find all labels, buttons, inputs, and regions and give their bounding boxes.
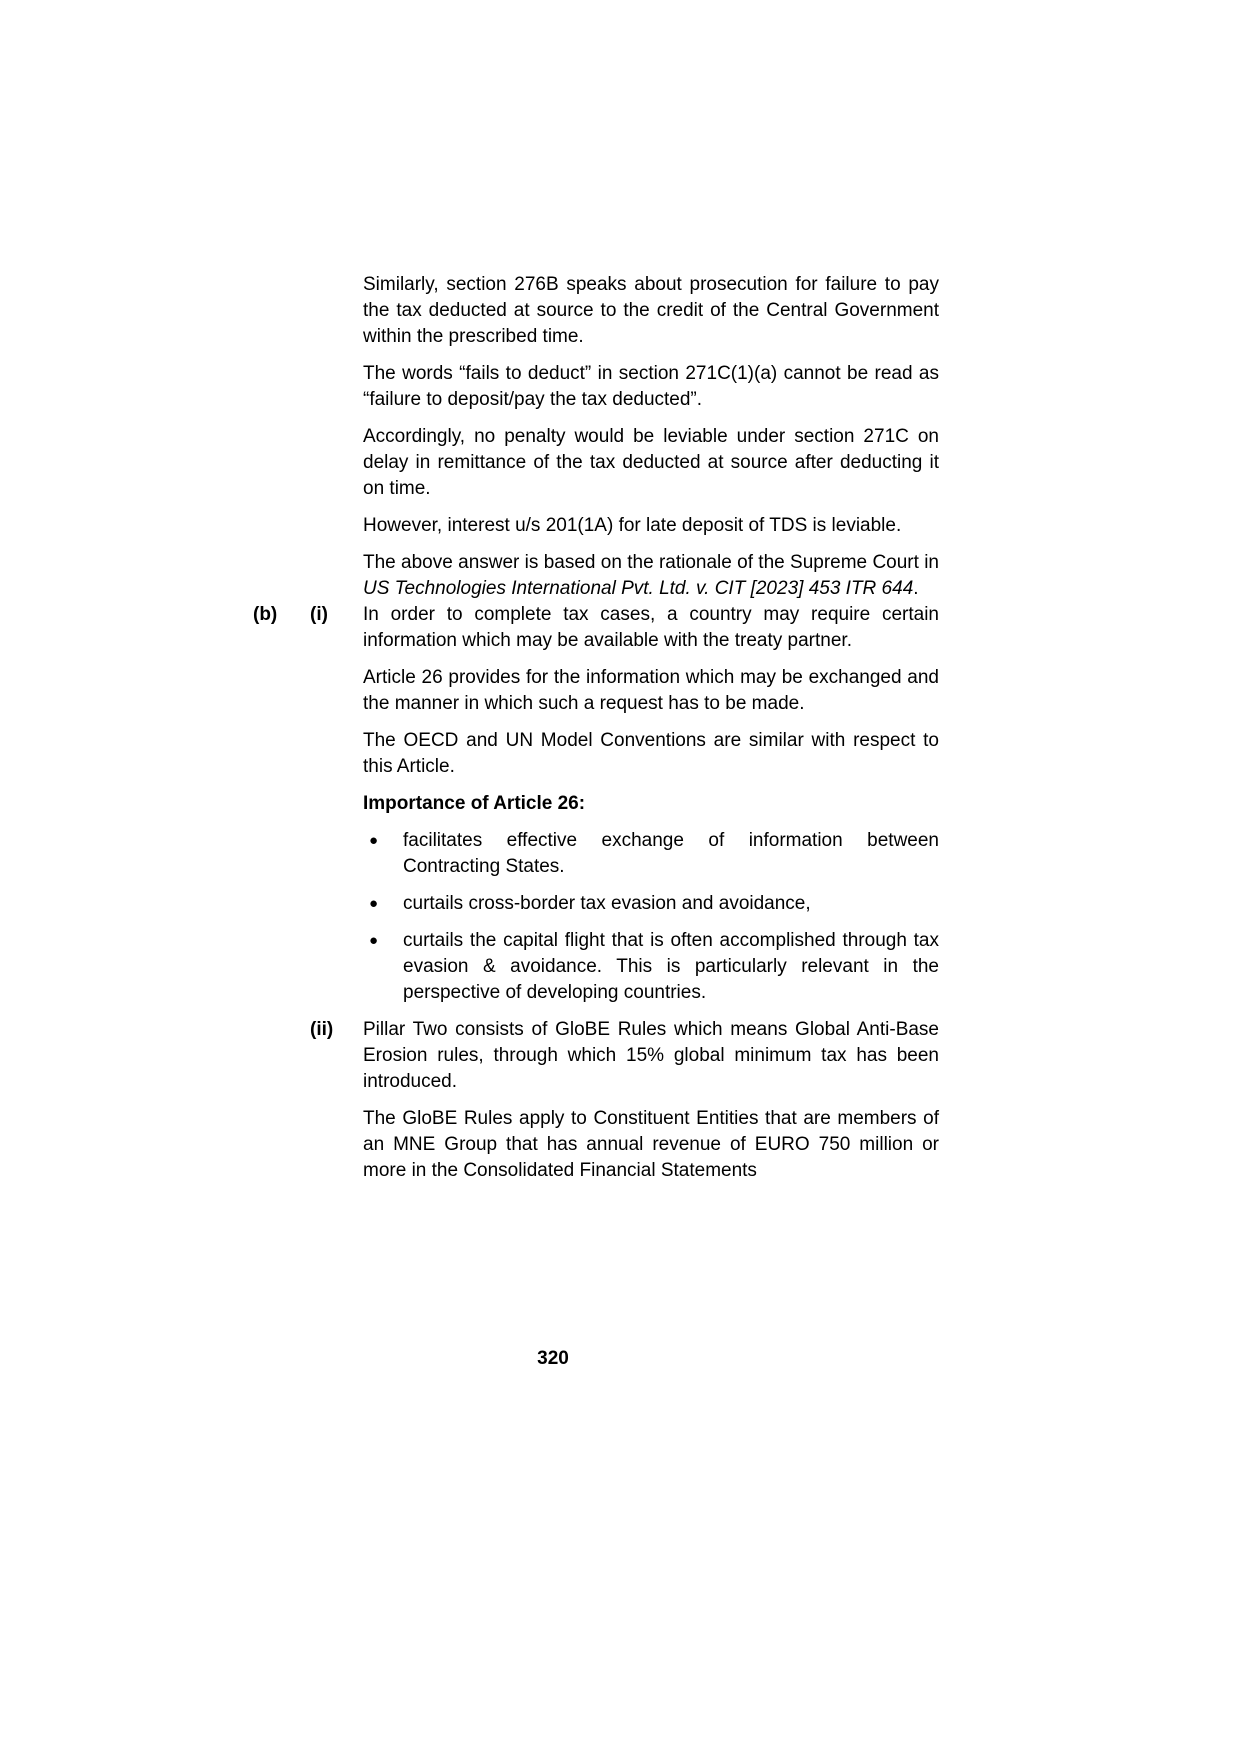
paragraph-interest-201-1a: However, interest u/s 201(1A) for late deposit of TDS is leviable. [363,515,902,536]
bullet-icon: ● [369,895,379,912]
case-citation: US Technologies International Pvt. Ltd. v. CIT [2023] 453 ITR 644 [363,578,914,599]
paragraph-article-26: Article 26 provides for the information which may be exchanged and the manner in which such a request has to be made. [363,667,939,714]
paragraph-no-penalty-271c: Accordingly, no penalty would be leviable under section 271C on delay in remittance of the tax deducted at source after deducting it on time. [363,426,939,499]
paragraph-case-rationale [363,550,939,602]
bullet-text-exchange: facilitates effective exchange of information between Contracting States. [403,830,939,877]
bullet-item-exchange [363,828,939,880]
answer-item-b-ii [253,1017,939,1184]
page-content [253,272,939,1184]
paragraph-pillar-two: Pillar Two consists of GloBE Rules which means Global Anti-Base Erosion rules, through which 15% global minimum tax has been introduced. [363,1019,939,1092]
rationale-prefix: The above answer is based on the rationale of the Supreme Court in [363,552,939,573]
bullet-icon: ● [369,832,379,849]
bullet-text-capital-flight: curtails the capital flight that is often accomplished through tax evasion & avoidance. This is particularly relevant in the perspective of developing countries. [403,930,939,1003]
paragraph-fails-to-deduct: The words “fails to deduct” in section 271C(1)(a) cannot be read as “failure to deposit/pay the tax deducted”. [363,363,939,410]
paragraph-globe-rules: The GloBE Rules apply to Constituent Entities that are members of an MNE Group that has annual revenue of EURO 750 million or more in the Consolidated Financial Statements [363,1108,939,1181]
answer-item-b-i [253,602,939,1017]
bullet-item-capital-flight [363,928,939,1006]
paragraph-oecd-un: The OECD and UN Model Conventions are similar with respect to this Article. [363,730,939,777]
bullet-item-evasion [363,891,939,917]
item-label-i: (i) [310,604,328,625]
bullet-icon: ● [369,932,379,949]
paragraph-treaty-partner: In order to complete tax cases, a country may require certain information which may be available with the treaty partner. [363,604,939,651]
item-label-ii: (ii) [310,1019,334,1040]
paragraph-section-276b: Similarly, section 276B speaks about prosecution for failure to pay the tax deducted at source to the credit of the Central Government within the prescribed time. [363,274,939,347]
item-b-ii-body [363,1017,939,1184]
bullet-text-evasion: curtails cross-border tax evasion and avoidance, [403,893,811,914]
page-number: 320 [537,1348,569,1369]
importance-heading: Importance of Article 26: [363,793,586,814]
answer-continuation-section [363,272,939,602]
item-b-i-body [363,602,939,1017]
rationale-suffix: . [913,578,919,599]
item-label-b: (b) [253,604,278,625]
